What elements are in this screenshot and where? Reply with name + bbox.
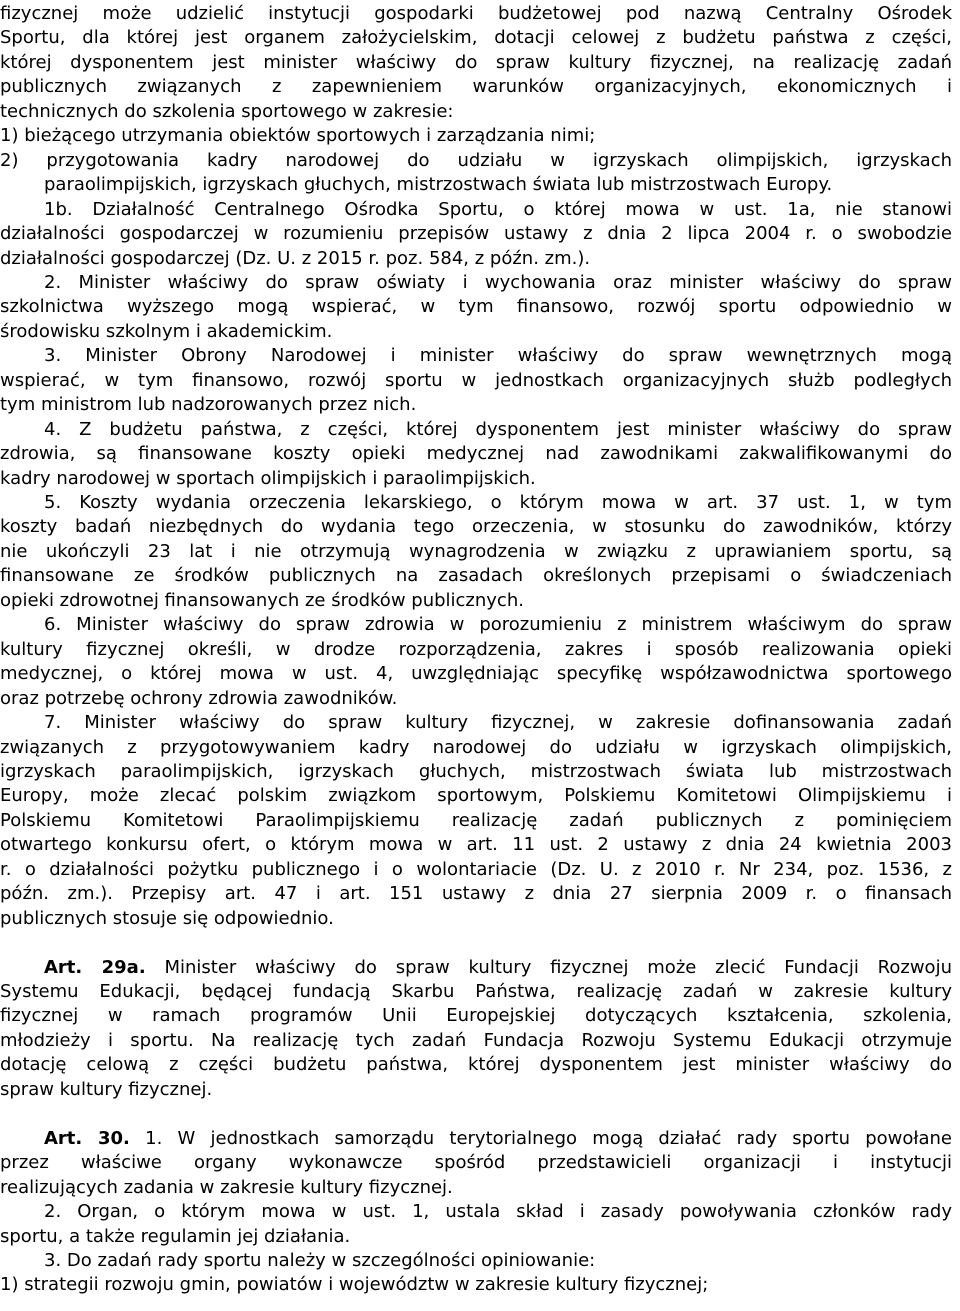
text-line <box>0 907 952 932</box>
text-line <box>0 1053 952 1078</box>
line-text: otwartego konkursu ofert, o którym mowa w art. 11 ust. 2 ustawy z dnia 24 kwietnia 2003 <box>0 834 952 856</box>
text-line <box>0 442 952 467</box>
line-text: 1) bieżącego utrzymania obiektów sportowych i zarządzania nimi; <box>0 125 596 147</box>
line-text: Systemu Edukacji, będącej fundacją Skarbu Państwa, realizację zadań w zakresie kultury <box>0 981 952 1002</box>
line-text: przez właściwe organy wykonawcze spośród przedstawicieli organizacji i instytucji <box>0 1152 952 1174</box>
text-line <box>0 247 952 272</box>
line-text: związanych z przygotowywaniem kadry narodowej do udziału w igrzyskach olimpijskich, <box>0 736 952 758</box>
text-line <box>0 613 952 638</box>
text-line <box>0 564 952 589</box>
text-line <box>0 491 952 516</box>
line-text: Polskiemu Komitetowi Paraolimpijskiemu realizację zadań publicznych z pominięciem <box>0 809 952 831</box>
line-text: młodzieży i sportu. Na realizację tych zadań Fundacja Rozwoju Systemu Edukacji otrzymuje <box>0 1029 952 1051</box>
line-text: publicznych stosuje się odpowiednio. <box>0 907 334 929</box>
line-text: zdrowia, są finansowane koszty opieki medycznej nad zawodnikami zakwalifikowanymi do <box>0 443 952 465</box>
text-line <box>0 2 952 27</box>
text-line <box>0 784 952 809</box>
text-line <box>0 75 952 100</box>
text-line <box>0 760 952 785</box>
text-line <box>0 711 952 736</box>
text-line <box>0 687 952 712</box>
text-line <box>0 1127 952 1152</box>
line-text: 3. Do zadań rady sportu należy w szczególności opiniowanie: <box>44 1249 596 1271</box>
line-text: 1. W jednostkach samorządu terytorialnego mogą działać rady sportu powołane <box>129 1127 952 1149</box>
text-line <box>0 638 952 663</box>
text-line <box>0 662 952 687</box>
line-text: działalności gospodarczej (Dz. U. z 2015 r. poz. 584, z późn. zm.). <box>0 247 591 269</box>
line-text: Minister właściwy do spraw kultury fizycznej może zlecić Fundacji Rozwoju <box>145 956 952 978</box>
text-line <box>0 1078 952 1103</box>
article-label: Art. 30. <box>44 1127 130 1149</box>
line-text: 5. Koszty wydania orzeczenia lekarskiego, o którym mowa w art. 37 ust. 1, w tym <box>44 492 952 513</box>
text-line <box>0 173 952 198</box>
line-text: koszty badań niezbędnych do wydania tego orzeczenia, w stosunku do zawodników, którzy <box>0 516 952 538</box>
text-line <box>0 858 952 883</box>
line-text: szkolnictwa wyższego mogą wspierać, w tym finansowo, rozwój sportu odpowiednio w <box>0 296 952 318</box>
text-line <box>0 1273 952 1298</box>
line-text: środowisku szkolnym i akademickim. <box>0 320 333 342</box>
article-label: Art. 29a. <box>44 956 146 978</box>
text-line <box>0 100 952 125</box>
line-text: Sportu, dla której jest organem założycielskim, dotacji celowej z budżetu państwa z części, <box>0 27 952 49</box>
line-text: późn. zm.). Przepisy art. 47 i art. 151 ustawy z dnia 27 sierpnia 2009 r. o finansach <box>0 883 952 905</box>
line-text: wspierać, w tym finansowo, rozwój sportu w jednostkach organizacyjnych służb podległych <box>0 369 952 391</box>
line-text: opieki zdrowotnej finansowanych ze środków publicznych. <box>0 589 524 611</box>
text-line <box>0 149 952 174</box>
text-line <box>0 344 952 369</box>
line-text: fizycznej może udzielić instytucji gospodarki budżetowej pod nazwą Centralny Ośrodek <box>0 3 952 24</box>
text-line <box>0 980 952 1005</box>
line-text: działalności gospodarczej w rozumieniu przepisów ustawy z dnia 2 lipca 2004 r. o swobodzie <box>0 223 952 245</box>
line-text: technicznych do szkolenia sportowego w zakresie: <box>0 100 454 122</box>
text-line <box>0 1004 952 1029</box>
text-line <box>0 540 952 565</box>
line-text: realizujących zadania w zakresie kultury fizycznej. <box>0 1176 453 1198</box>
text-line <box>0 271 952 296</box>
line-text: 4. Z budżetu państwa, z części, której dysponentem jest minister właściwy do spraw <box>44 418 952 440</box>
line-text: fizycznej w ramach programów Unii Europejskiej dotyczących kształcenia, szkolenia, <box>0 1005 952 1027</box>
text-line <box>0 124 952 149</box>
text-line <box>0 882 952 907</box>
text-line <box>0 198 952 223</box>
line-text: 7. Minister właściwy do spraw kultury fizycznej, w zakresie dofinansowania zadań <box>44 712 952 734</box>
blank-line <box>0 1102 952 1127</box>
line-text: 2. Minister właściwy do spraw oświaty i wychowania oraz minister właściwy do spraw <box>44 271 952 293</box>
text-line <box>0 956 952 981</box>
line-text: tym ministrom lub nadzorowanych przez nich. <box>0 394 417 416</box>
line-text: finansowane ze środków publicznych na zasadach określonych przepisami o świadczeniach <box>0 565 952 587</box>
text-line <box>0 1029 952 1054</box>
line-text: sportu, a także regulamin jej działania. <box>0 1225 351 1247</box>
line-text: publicznych związanych z zapewnieniem warunków organizacyjnych, ekonomicznych i <box>0 76 952 98</box>
line-text: 1) strategii rozwoju gmin, powiatów i województw w zakresie kultury fizycznej; <box>0 1274 709 1296</box>
line-text: 1b. Działalność Centralnego Ośrodka Sportu, o której mowa w ust. 1a, nie stanowi <box>44 198 952 220</box>
line-text: 2) przygotowania kadry narodowej do udziału w igrzyskach olimpijskich, igrzyskach <box>0 149 952 171</box>
text-line <box>0 1200 952 1225</box>
line-text: nie ukończyli 23 lat i nie otrzymują wynagrodzenia w związku z uprawianiem sportu, są <box>0 540 952 562</box>
blank-line <box>0 931 952 956</box>
line-text: r. o działalności pożytku publicznego i o wolontariacie (Dz. U. z 2010 r. Nr 234, poz. 1536, z <box>0 858 952 880</box>
line-text: Europy, może zlecać polskim związkom sportowym, Polskiemu Komitetowi Olimpijskiemu i <box>0 785 952 807</box>
text-line <box>0 515 952 540</box>
text-line <box>0 222 952 247</box>
text-line <box>0 589 952 614</box>
text-line <box>0 26 952 51</box>
line-text: spraw kultury fizycznej. <box>0 1078 213 1100</box>
text-line <box>0 467 952 492</box>
line-text: paraolimpijskich, igrzyskach głuchych, mistrzostwach świata lub mistrzostwach Europy. <box>44 174 833 196</box>
line-text: której dysponentem jest minister właściwy do spraw kultury fizycznej, na realizację zadań <box>0 51 952 73</box>
line-text: 6. Minister właściwy do spraw zdrowia w porozumieniu z ministrem właściwym do spraw <box>44 614 952 636</box>
line-text: kultury fizycznej określi, w drodze rozporządzenia, zakres i sposób realizowania opieki <box>0 638 952 660</box>
line-text: dotację celową z części budżetu państwa, której dysponentem jest minister właściwy do <box>0 1054 952 1076</box>
text-line <box>0 320 952 345</box>
line-text: 3. Minister Obrony Narodowej i minister właściwy do spraw wewnętrznych mogą <box>44 345 952 367</box>
text-line <box>0 833 952 858</box>
line-text: kadry narodowej w sportach olimpijskich i paraolimpijskich. <box>0 467 536 489</box>
line-text: 2. Organ, o którym mowa w ust. 1, ustala skład i zasady powoływania członków rady <box>44 1201 952 1223</box>
line-text: igrzyskach paraolimpijskich, igrzyskach głuchych, mistrzostwach świata lub mistrzostwach <box>0 760 952 782</box>
text-line <box>0 809 952 834</box>
text-line <box>0 393 952 418</box>
text-line <box>0 418 952 443</box>
text-line <box>0 1249 952 1274</box>
text-line <box>0 1225 952 1250</box>
line-text: oraz potrzebę ochrony zdrowia zawodników. <box>0 687 398 709</box>
text-line <box>0 736 952 761</box>
line-text: medycznej, o której mowa w ust. 4, uwzględniając specyfikę współzawodnictwa sportowego <box>0 663 952 685</box>
text-line <box>0 369 952 394</box>
text-line <box>0 1151 952 1176</box>
text-line <box>0 51 952 76</box>
text-line <box>0 1176 952 1201</box>
text-line <box>0 295 952 320</box>
